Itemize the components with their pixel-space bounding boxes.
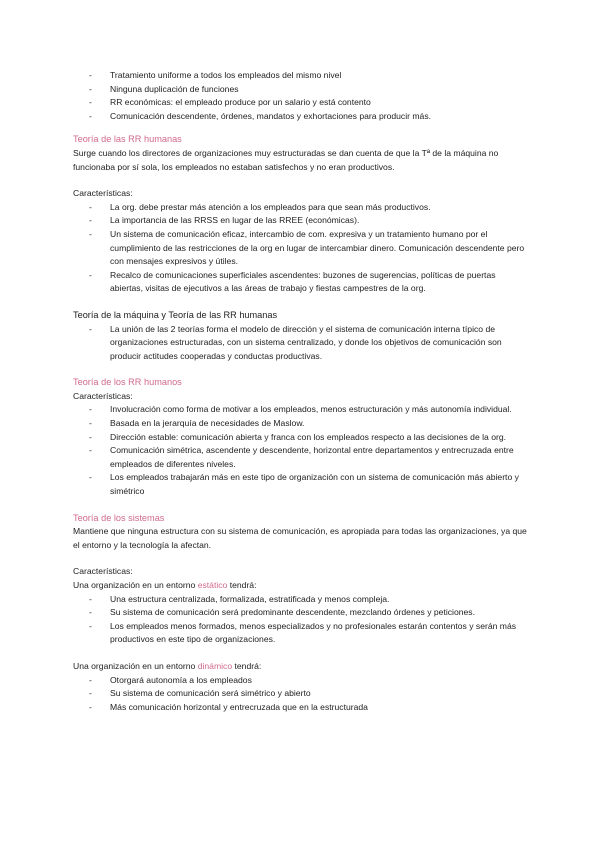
dynamic-prefix: Una organización en un entorno (73, 660, 198, 671)
static-list (73, 593, 528, 647)
list-item: - Su sistema de comunicación será predominante descendente, mezclando órdenes y peticiones. (73, 606, 528, 620)
list-item: - Dirección estable: comunicación abierta y franca con los empleados respecto a las decisiones de la org. (73, 431, 528, 445)
document-content (73, 69, 528, 714)
list-item: - La importancia de las RRSS en lugar de las RREE (económicas). (73, 214, 528, 228)
list-item: - Los empleados menos formados, menos especializados y no profesionales estarán contentos y serán más productivos en este tipo de organizaciones. (73, 620, 528, 647)
section-paragraph: Surge cuando los directores de organizaciones muy estructuradas se dan cuenta de que la Tª de la máquina no funcionaba por sí sola, los empleados no estaban satisfechos y no eran productivos. (73, 147, 499, 172)
static-environment-intro (73, 579, 528, 593)
maquina-rr-list (73, 323, 528, 364)
list-item: - La unión de las 2 teorías forma el modelo de dirección y el sistema de comunicación interna típico de organizaciones estructuradas, con un sistema centralizado, y donde los objetivos de comunicación son producir actitudes cooperadas y conductas productivas. (73, 323, 528, 364)
list-item: - Los empleados trabajarán más en este tipo de organización con un sistema de comunicación más abierto y simétrico (73, 471, 528, 498)
dynamic-keyword: dinámico (197, 660, 233, 671)
section-paragraph: Mantiene que ninguna estructura con su sistema de comunicación, es apropiada para todas las organizaciones, ya que el entorno y la tecnología la afectan. (73, 526, 527, 550)
list-item: - Involucración como forma de motivar a los empleados, menos estructuración y más autonomía individual. (73, 403, 528, 417)
list-item: - Un sistema de comunicación eficaz, intercambio de com. expresiva y un tratamiento humano por el cumplimiento de las restricciones de la org en lugar de intercambiar dinero. Comunicación descendente pero con mensajes expresivos y útiles. (73, 228, 528, 269)
list-item: - La org. debe prestar más atención a los empleados para que sean más productivos. (73, 201, 528, 215)
dynamic-suffix: tendrá: (232, 660, 262, 671)
static-suffix: tendrá: (227, 580, 257, 590)
list-item: - Más comunicación horizontal y entrecruzada que en la estructurada (73, 701, 528, 715)
section-title-rr-humanos: Teoría de los RR humanos (73, 377, 182, 388)
characteristics-label: Características: (73, 390, 133, 401)
list-item: - Otorgará autonomía a los empleados (73, 674, 528, 688)
intro-list (73, 69, 528, 123)
rr-humanas-list (73, 201, 528, 296)
static-prefix: Una organización en un entorno (73, 580, 198, 590)
list-item: - RR económicas: el empleado produce por un salario y está contento (73, 96, 528, 110)
section-title-rr-humanas: Teoría de las RR humanas (73, 134, 182, 145)
dynamic-environment-intro (73, 660, 528, 674)
static-keyword: estático (197, 580, 228, 590)
list-item: - Una estructura centralizada, formalizada, estratificada y menos compleja. (73, 593, 528, 607)
list-item: - Recalco de comunicaciones superficiales ascendentes: buzones de sugerencias, políticas de puertas abiertas, visitas de ejecutivos a las áreas de trabajo y fiestas campestres de la org. (73, 269, 528, 296)
dynamic-list (73, 674, 528, 715)
list-item: - Su sistema de comunicación será simétrico y abierto (73, 687, 528, 701)
section-title-maquina-rr: Teoría de la máquina y Teoría de las RR humanas (73, 309, 278, 320)
list-item: - Comunicación descendente, órdenes, mandatos y exhortaciones para producir más. (73, 110, 528, 124)
characteristics-label: Características: (73, 188, 133, 199)
rr-humanos-list (73, 403, 528, 498)
list-item: - Ninguna duplicación de funciones (73, 83, 528, 97)
characteristics-label: Características: (73, 566, 133, 577)
section-title-sistemas: Teoría de los sistemas (73, 512, 165, 523)
list-item: - Basada en la jerarquía de necesidades de Maslow. (73, 417, 528, 431)
list-item: - Tratamiento uniforme a todos los empleados del mismo nivel (73, 69, 528, 83)
list-item: - Comunicación simétrica, ascendente y descendente, horizontal entre departamentos y entrecruzada entre empleados de diferentes niveles. (73, 444, 528, 471)
